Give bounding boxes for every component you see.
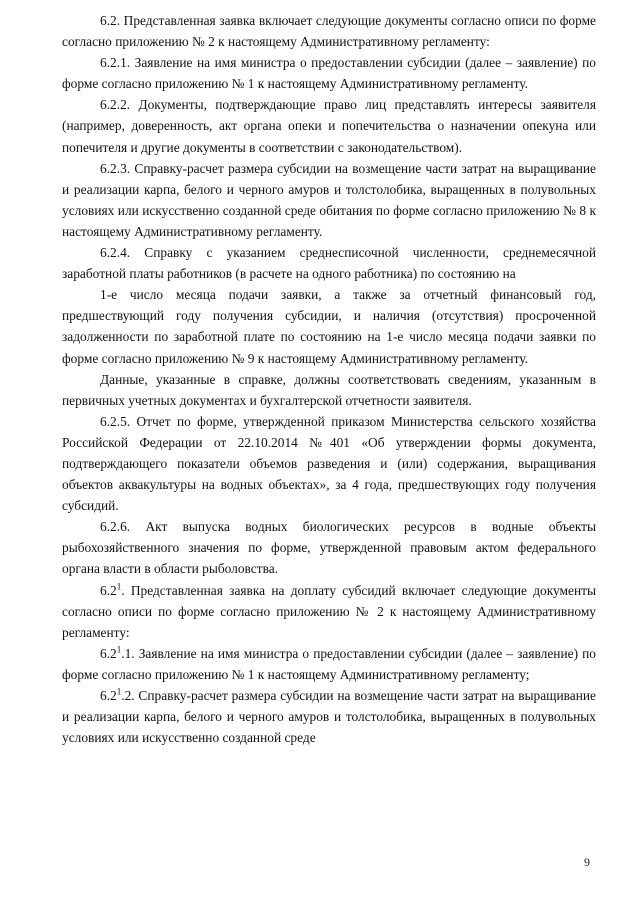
paragraph-6-2-4-note: Данные, указанные в справке, должны соответствовать сведениям, указанным в первичных учетных документах и бухгалтерской отчетности заявителя. xyxy=(62,371,596,408)
paragraph-6-2: 6.2. Представленная заявка включает следующие документы согласно описи по форме согласно приложению № 2 к настоящему Административному регламенту: xyxy=(62,13,596,50)
paragraph-6-2-sup1-1 xyxy=(62,643,596,685)
page-number: 9 xyxy=(584,855,590,869)
section-number: 6.2 xyxy=(100,645,117,661)
superscript: 1 xyxy=(116,581,122,592)
superscript: 1 xyxy=(116,644,122,655)
superscript: 1 xyxy=(116,686,122,697)
paragraph-6-2-2: 6.2.2. Документы, подтверждающие право лиц представлять интересы заявителя (например, доверенность, акт органа опеки и попечительства о назначении опекуна или попечителя и другие документы в соответствии с законодательством). xyxy=(62,97,596,155)
paragraph-6-2-sup1-2 xyxy=(62,685,596,748)
paragraph-6-2-3: 6.2.3. Справку-расчет размера субсидии на возмещение части затрат на выращивание и реализации карпа, белого и черного амуров и толстолобика, выращенных в полувольных условиях или искусственно созданной среде обитания по форме согласно приложению № 8 к настоящему Административному регламенту. xyxy=(62,160,596,239)
paragraph-6-2-1: 6.2.1. Заявление на имя министра о предоставлении субсидии (далее – заявление) по форме согласно приложению № 1 к настоящему Административному регламенту. xyxy=(62,55,596,92)
document-page xyxy=(62,10,596,748)
section-number: 6.2 xyxy=(100,582,117,598)
paragraph-6-2-sup1 xyxy=(62,580,596,643)
paragraph-6-2-5: 6.2.5. Отчет по форме, утвержденной приказом Министерства сельского хозяйства Российской Федерации от 22.10.2014 №401 «Об утверждении формы документа, подтверждающего показатели объемов разведения и (или) содержания, выращивания объектов аквакультуры на водных объектах», за 4 года, предшествующих году получения субсидий. xyxy=(62,413,596,514)
paragraph-6-2-6: 6.2.6. Акт выпуска водных биологических ресурсов в водные объекты рыбохозяйственного значения по форме, утвержденной правовым актом федерального органа власти в области рыболовства. xyxy=(62,519,596,577)
paragraph-text: .2. Справку-расчет размера субсидии на возмещение части затрат на выращивание и реализации карпа, белого и черного амуров и толстолобика, выращенных в полувольных условиях или искусственно созданной среде xyxy=(62,688,596,746)
paragraph-6-2-4-continued: 1-е число месяца подачи заявки, а также за отчетный финансовый год, предшествующий году получения субсидии, и наличия (отсутствия) просроченной задолженности по заработной плате по состоянию на 1-е число месяца подачи заявки по форме согласно приложению № 9 к настоящему Административному регламенту. xyxy=(62,287,596,366)
section-number: 6.2 xyxy=(100,688,117,703)
paragraph-text: . Представленная заявка на доплату субсидий включает следующие документы согласно описи по форме согласно приложению № 2 к настоящему Административному регламенту: xyxy=(62,582,596,640)
paragraph-6-2-4: 6.2.4. Справку с указанием среднесписочной численности, среднемесячной заработной платы работников (в расчете на одного работника) по состоянию на xyxy=(62,245,596,282)
paragraph-text: .1. Заявление на имя министра о предоставлении субсидии (далее – заявление) по форме согласно приложению № 1 к настоящему Административному регламенту; xyxy=(62,645,596,682)
